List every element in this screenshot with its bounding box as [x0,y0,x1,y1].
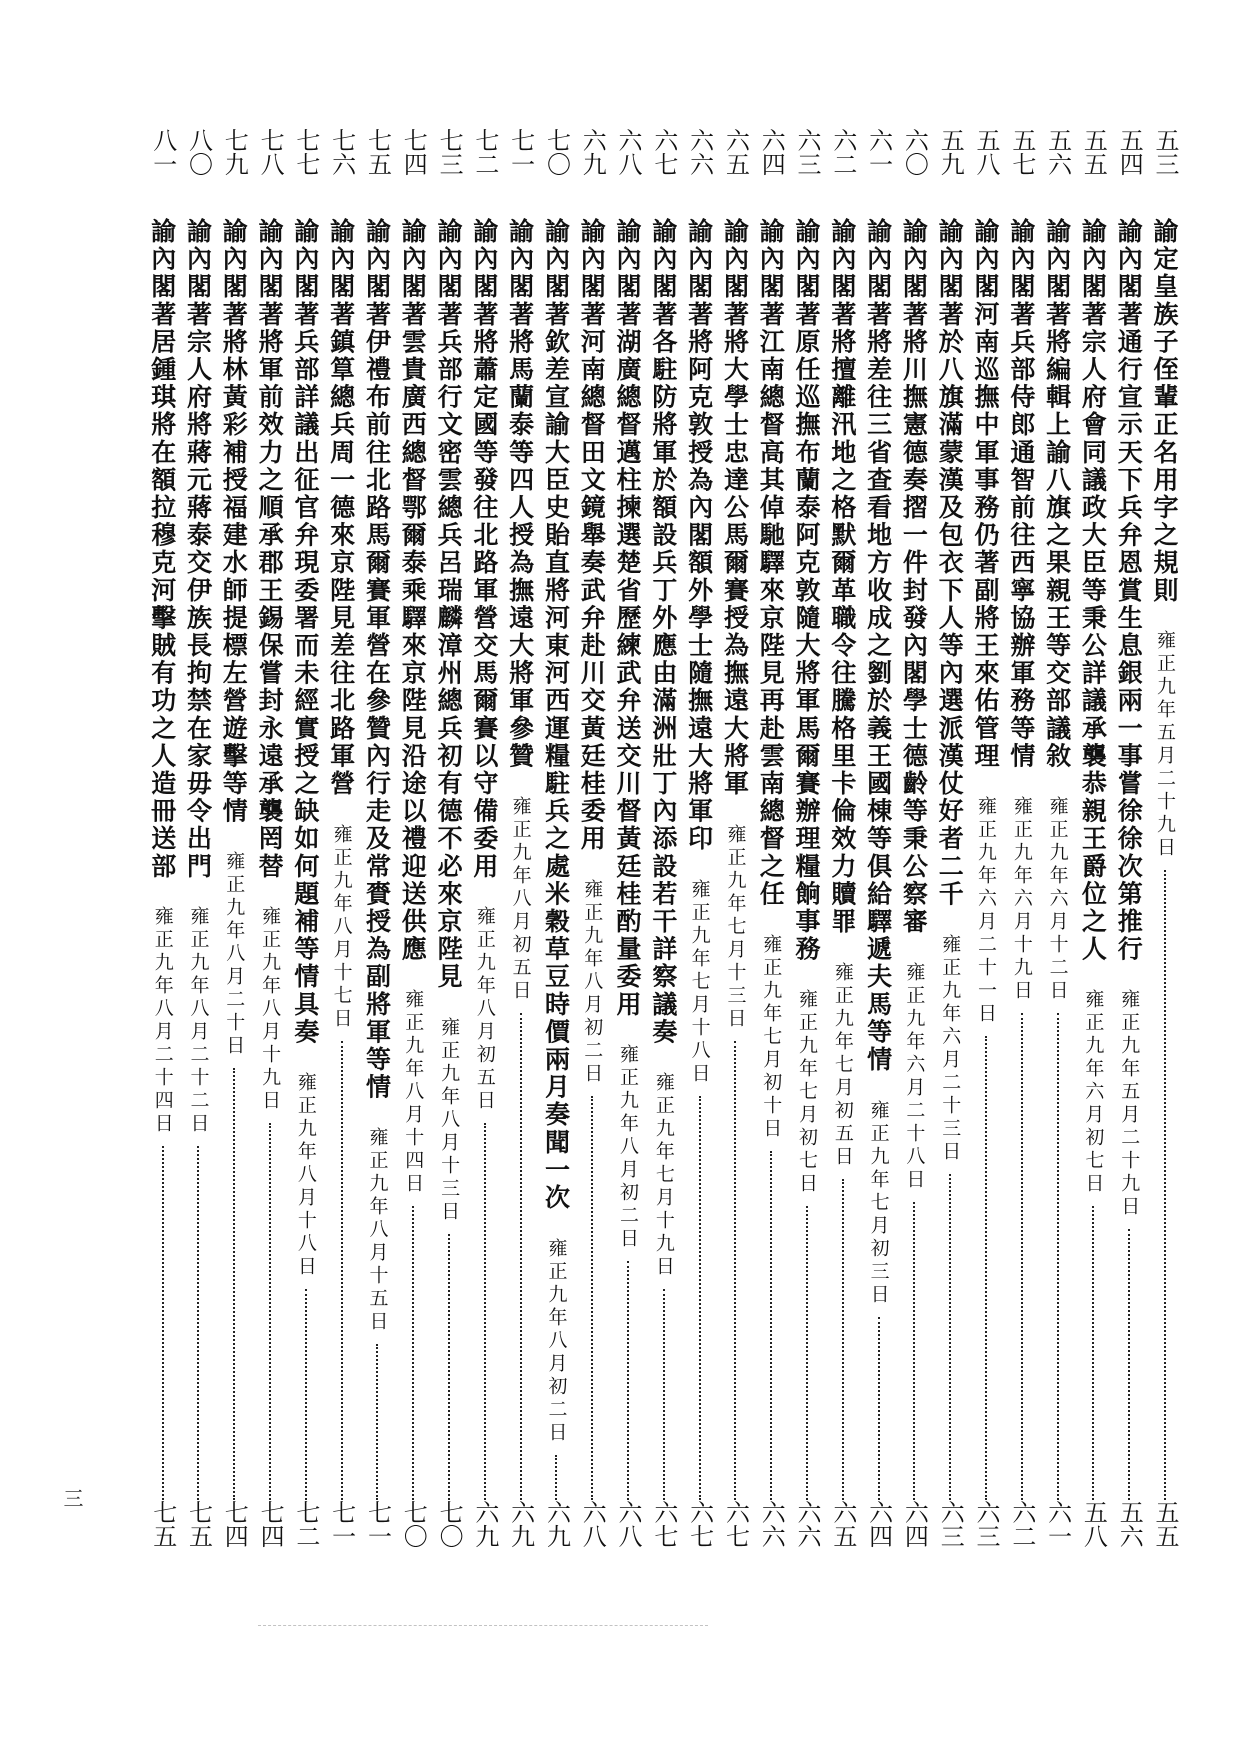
toc-entry [430,128,466,1548]
entry-body [430,218,466,1508]
entry-date: 雍正九年七月十三日 [724,823,747,1031]
entry-date: 雍正九年六月十九日 [1010,796,1033,1003]
entry-number: 六五 [721,128,750,176]
entry-date: 雍正九年八月十七日 [330,823,353,1031]
dot-leader [752,1151,772,1500]
toc-entry [359,128,395,1548]
entry-date: 雍正九年七月十九日 [652,1072,675,1279]
toc-entry [752,128,788,1548]
entry-number: 七五 [363,128,392,176]
dot-leader [573,1096,593,1500]
entry-number: 五五 [1079,128,1108,176]
entry-title: 諭內閣著將川撫憲德奏摺一件封發內閣學士德齡等秉公察審 [899,218,929,936]
entry-body [752,218,788,1508]
toc-entry [931,128,967,1548]
dot-leader [180,1146,200,1500]
entry-body [931,218,967,1508]
entry-title: 諭內閣著於八旗滿蒙漢及包衣下人等內選派漢仗好者二千 [935,218,965,908]
dot-leader [251,1123,271,1500]
entry-number: 五六 [1043,128,1072,176]
entry-body [573,218,609,1508]
entry-body [860,218,896,1508]
entry-title: 諭內閣著湖廣總督邁柱揀選楚省歷練武弁送交川督黃廷桂酌量委用 [613,218,643,1019]
toc-entry [967,128,1003,1548]
entry-page-number: 六六 [757,1500,786,1548]
entry-date: 雍正九年五月二十九日 [1154,630,1176,861]
entry-page-number: 七四 [220,1500,249,1548]
toc-entry [323,128,359,1548]
entry-number: 七六 [327,128,356,176]
dot-leader [788,1206,808,1500]
dot-leader [931,1174,951,1500]
dot-leader [323,1041,343,1500]
entry-page-number: 五五 [1151,1500,1179,1548]
entry-page-number: 七四 [256,1500,285,1548]
entry-body [1039,218,1075,1508]
entry-body [717,218,753,1508]
toc-entry [180,128,216,1548]
entry-page-number: 六七 [649,1500,678,1548]
entry-title: 諭內閣著將軍前效力之順承郡王錫保嘗封永遠承襲罔替 [255,218,285,881]
entry-body [609,218,645,1508]
entry-body [394,218,430,1508]
entry-date: 雍正九年八月初二日 [581,878,604,1086]
entry-date: 雍正九年八月十三日 [438,1016,461,1224]
dot-leader [1110,1229,1130,1500]
entry-title: 諭內閣著雲貴廣西總督鄂爾泰乘驛來京陛見沿途以禮迎送供應 [398,218,428,964]
entry-number: 七四 [399,128,428,176]
dot-leader [287,1289,307,1500]
entry-number: 五九 [936,128,965,176]
dot-leader [1039,1013,1059,1500]
entry-page-number: 七五 [148,1500,177,1548]
entry-page-number: 七〇 [435,1500,464,1548]
entry-number: 六二 [828,128,857,176]
dot-leader [538,1455,558,1500]
entry-title: 諭內閣著各駐防將軍於額設兵丁外應由滿洲壯丁內添設若干詳察議奏 [648,218,678,1046]
toc-entry [1003,128,1039,1548]
dot-leader [609,1261,629,1500]
entry-date: 雍正九年五月二十九日 [1118,989,1141,1220]
entry-page-number: 六九 [470,1500,499,1548]
toc-entry [1110,128,1146,1548]
toc-entry [287,128,323,1548]
entry-body [1003,218,1039,1508]
entry-title: 諭內閣著欽差宣諭大臣史貽直將河東河西運糧駐兵之處米穀草豆時價兩月奏聞一次 [541,218,571,1212]
entry-title: 諭內閣著通行宣示天下兵弁恩賞生息銀兩一事嘗徐徐次第推行 [1114,218,1144,964]
entry-title: 諭定皇族子侄輩正名用字之規則 [1150,218,1179,605]
dot-leader [359,1344,379,1500]
entry-page-number: 六二 [1007,1500,1036,1548]
entry-body [502,218,538,1508]
dot-leader [1003,1013,1023,1500]
entry-number: 五八 [972,128,1001,176]
bottom-rule [258,1625,708,1627]
entry-body [1110,218,1146,1508]
entry-body [144,218,180,1508]
entry-body [788,218,824,1508]
entry-number: 六七 [649,128,678,176]
entry-date: 雍正九年七月初十日 [760,934,783,1141]
entry-page-number: 七一 [363,1500,392,1548]
entry-number: 五七 [1007,128,1036,176]
entry-body [215,218,251,1508]
entry-body [967,218,1003,1508]
toc-entry [466,128,502,1548]
entry-date: 雍正九年六月十二日 [1046,796,1069,1003]
dot-leader [967,1036,987,1500]
entry-title: 諭內閣著鎮筸總兵周一德來京陛見差往北路軍營 [326,218,356,798]
entry-page-number: 六九 [506,1500,535,1548]
dot-leader [466,1123,486,1500]
entry-title: 諭內閣著宗人府將蔣元蔣泰交伊族長拘禁在家毋令出門 [183,218,213,881]
entry-page-number: 六四 [864,1500,893,1548]
dot-leader [1075,1206,1095,1500]
entry-title: 諭內閣著河南總督田文鏡舉奏武弁赴川交黃廷桂委用 [577,218,607,853]
entry-title: 諭內閣河南巡撫中軍事務仍著副將王來佑管理 [971,218,1001,770]
entry-date: 雍正九年七月十八日 [688,878,711,1086]
entry-title: 諭內閣著居鍾琪將在額拉穆克河擊賊有功之人造冊送部 [147,218,177,881]
entry-title: 諭內閣著將大學士忠達公馬爾賽授為撫遠大將軍 [720,218,750,798]
entry-title: 諭內閣著江南總督高其倬馳驛來京陛見再赴雲南總督之任 [756,218,786,908]
toc-entry [538,128,574,1548]
entry-title: 諭內閣著原任巡撫布蘭泰阿克敦隨大將軍馬爾賽辦理糧餉事務 [792,218,822,964]
dot-leader [215,1068,235,1500]
entry-number: 七二 [470,128,499,176]
entry-date: 雍正九年八月十九日 [259,906,282,1114]
entry-number: 六八 [614,128,643,176]
entry-date: 雍正九年六月二十八日 [903,961,926,1192]
entry-number: 六一 [864,128,893,176]
toc-entry [394,128,430,1548]
folio-number: 三 [60,1488,84,1508]
entry-page-number: 七二 [291,1500,320,1548]
toc-entry [1146,128,1182,1548]
entry-title: 諭內閣著將林黃彩補授福建水師提標左營遊擊等情 [219,218,249,826]
entry-date: 雍正九年七月初七日 [796,989,819,1197]
entry-body [538,218,574,1508]
entry-title: 諭內閣著將蕭定國等發往北路軍營交馬爾賽以守備委用 [469,218,499,881]
toc-entry [573,128,609,1548]
entry-date: 雍正九年八月初二日 [545,1237,568,1445]
toc-entry [1075,128,1111,1548]
dot-leader [824,1179,844,1500]
entry-number: 七八 [256,128,285,176]
entry-page-number: 五八 [1079,1500,1108,1548]
entry-date: 雍正九年七月初三日 [867,1099,890,1307]
entry-date: 雍正九年六月初七日 [1082,989,1105,1197]
entry-body [1146,218,1182,1508]
entry-number: 五三 [1151,128,1179,176]
entry-date: 雍正九年八月二十日 [223,851,246,1059]
entry-date: 雍正九年八月初五日 [509,796,532,1003]
dot-leader [681,1096,701,1500]
toc-entry [824,128,860,1548]
entry-title: 諭內閣著兵部行文密雲總兵呂瑞麟漳州總兵初有德不必來京陛見 [434,218,464,991]
entry-date: 雍正九年八月初二日 [617,1044,640,1252]
entry-title: 諭內閣著兵部詳議出征官弁現委署而未經實授之缺如何題補等情具奏 [290,218,320,1046]
toc-entry [144,128,180,1548]
entry-page-number: 七〇 [399,1500,428,1548]
entry-date: 雍正九年六月二十三日 [939,934,962,1164]
toc-entry [681,128,717,1548]
entry-number: 八一 [148,128,177,176]
entry-page-number: 六九 [542,1500,571,1548]
entry-page-number: 六三 [936,1500,965,1548]
entry-number: 六三 [793,128,822,176]
entry-date: 雍正九年八月初五日 [473,906,496,1114]
entry-date: 雍正九年七月初五日 [831,961,854,1169]
entry-date: 雍正九年八月二十四日 [151,906,174,1137]
dot-leader [1146,870,1166,1500]
entry-page-number: 六五 [828,1500,857,1548]
entry-title: 諭內閣著將編輯上諭八旗之果親王等交部議敘 [1042,218,1072,770]
entry-body [681,218,717,1508]
entry-body [287,218,323,1508]
entry-title: 諭內閣著將馬蘭泰等四人授為撫遠大將軍參贊 [505,218,535,770]
entry-body [251,218,287,1508]
toc-entry [215,128,251,1548]
entry-number: 七〇 [542,128,571,176]
entry-number: 六〇 [900,128,929,176]
dot-leader [896,1202,916,1500]
entry-page-number: 六七 [685,1500,714,1548]
toc-entry [1039,128,1075,1548]
entry-page-number: 六四 [900,1500,929,1548]
entry-body [896,218,932,1508]
entry-number: 七九 [220,128,249,176]
toc-entry [502,128,538,1548]
entry-page-number: 六七 [721,1500,750,1548]
entry-title: 諭內閣著將阿克敦授為內閣額外學士隨撫遠大將軍印 [684,218,714,853]
entry-number: 六六 [685,128,714,176]
entry-title: 諭內閣著將擅離汛地之格默爾革職令往騰格里卡倫效力贖罪 [827,218,857,936]
entry-date: 雍正九年八月十四日 [402,989,425,1197]
dot-leader [394,1206,414,1500]
toc-entry [788,128,824,1548]
toc-entry [860,128,896,1548]
entry-body [466,218,502,1508]
entry-body [1075,218,1111,1508]
entry-title: 諭內閣著將差往三省查看地方收成之劉於義王國棟等俱給驛遞夫馬等情 [863,218,893,1074]
dot-leader [645,1289,665,1500]
entry-body [323,218,359,1508]
entry-date: 雍正九年六月二十一日 [975,796,998,1026]
table-of-contents [144,128,1182,1548]
entry-page-number: 六六 [793,1500,822,1548]
entry-number: 八〇 [184,128,213,176]
entry-number: 六九 [578,128,607,176]
entry-date: 雍正九年八月十八日 [294,1072,317,1279]
entry-body [359,218,395,1508]
dot-leader [144,1146,164,1500]
dot-leader [430,1234,450,1500]
entry-page-number: 六一 [1043,1500,1072,1548]
entry-body [824,218,860,1508]
toc-entry [717,128,753,1548]
entry-number: 七三 [435,128,464,176]
entry-number: 五四 [1115,128,1144,176]
entry-title: 諭內閣著伊禮布前往北路馬爾賽軍營在參贊內行走及常賚授為副將軍等情 [362,218,392,1102]
toc-entry [896,128,932,1548]
entry-date: 雍正九年八月十五日 [366,1127,389,1335]
entry-page-number: 六八 [578,1500,607,1548]
entry-body [180,218,216,1508]
entry-number: 六四 [757,128,786,176]
entry-page-number: 五六 [1115,1500,1144,1548]
entry-number: 七七 [291,128,320,176]
dot-leader [717,1041,737,1500]
entry-page-number: 六三 [972,1500,1001,1548]
toc-entry [609,128,645,1548]
entry-title: 諭內閣著兵部侍郎通智前往西寧協辦軍務等情 [1006,218,1036,770]
entry-page-number: 七一 [327,1500,356,1548]
entry-body [645,218,681,1508]
entry-page-number: 六八 [614,1500,643,1548]
entry-page-number: 七五 [184,1500,213,1548]
dot-leader [860,1317,880,1500]
entry-number: 七一 [506,128,535,176]
toc-entry [251,128,287,1548]
dot-leader [502,1013,522,1500]
entry-date: 雍正九年八月二十二日 [187,906,210,1137]
toc-entry [645,128,681,1548]
entry-title: 諭內閣著宗人府會同議政大臣等秉公詳議承襲恭親王爵位之人 [1078,218,1108,964]
